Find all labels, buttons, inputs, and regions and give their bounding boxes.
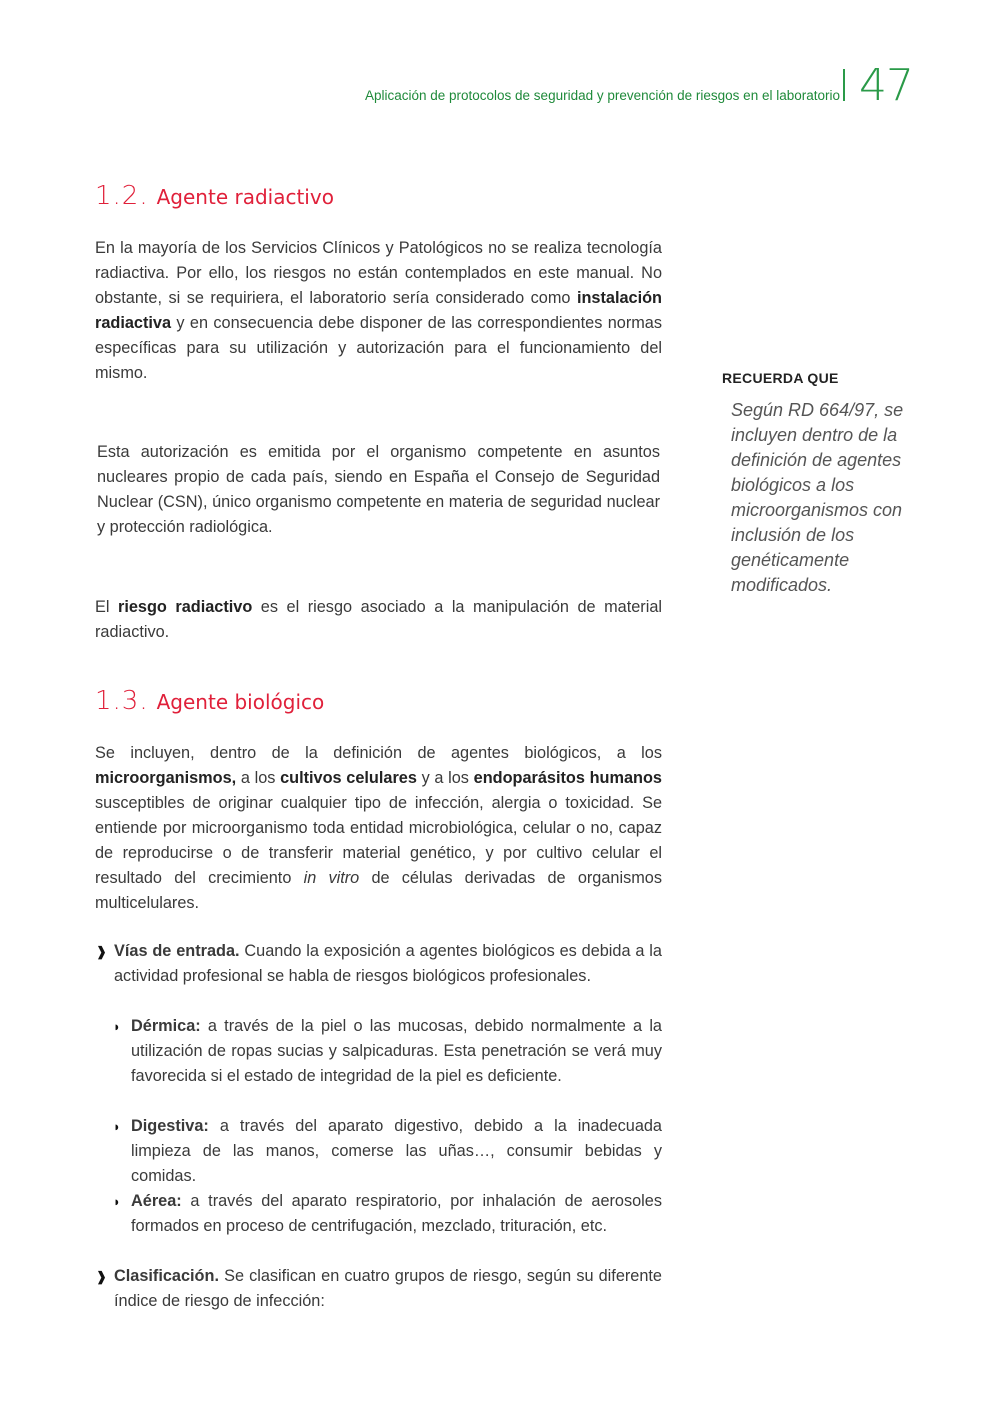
page-header (0, 60, 992, 116)
text-run: y a los (416, 769, 474, 787)
text-run: a través del aparato respiratorio, por inhalación de aerosoles formados en proceso de centrifugación, mezclado, trituración, etc. (131, 1192, 662, 1235)
text-run: y en consecuencia debe disponer de las correspondientes normas específicas para su utilización y autorización para el funcionamiento del mismo. (95, 314, 662, 382)
text-run: a través del aparato digestivo, debido a la inadecuada limpieza de las manos, comerse las uñas…, consumir bebidas y comidas. (131, 1117, 662, 1185)
text-run: Se clasifican en cuatro grupos de riesgo, según su diferente índice de riesgo de infección: (114, 1267, 662, 1310)
text-run: es el riesgo asociado a la manipulación de material radiactivo. (95, 598, 662, 641)
paragraph-radiactivo-3 (95, 595, 662, 645)
sidebar-note: Según RD 664/97, se incluyen dentro de la definición de agentes biológicos a los microorganismos con inclusión de los genéticamente modificados. (731, 400, 904, 595)
section-title: Agente biológico (156, 690, 325, 714)
italic-term: in vitro (303, 869, 360, 887)
bold-term: Clasificación. (114, 1267, 219, 1285)
list-item-vias (96, 939, 662, 989)
text-run: a los (236, 769, 281, 787)
section-number: 1.2. (95, 181, 149, 211)
paragraph-biologico-1 (95, 741, 662, 916)
section-number: 1.3. (95, 686, 149, 716)
paragraph-radiactivo-2: Esta autorización es emitida por el organismo competente en asuntos nucleares propio de cada país, siendo en España el Consejo de Seguridad Nuclear (CSN), único organismo competente en materia de seguridad nuclear y protección radiológica. (97, 443, 660, 536)
text-run: a través de la piel o las mucosas, debido normalmente a la utilización de ropas sucias y salpicaduras. Esta penetración se verá muy favorecida si el estado de integridad de la piel es deficiente. (131, 1017, 662, 1085)
bold-term: Digestiva: (131, 1117, 209, 1135)
page-number (843, 60, 913, 111)
running-title: Aplicación de protocolos de seguridad y prevención de riesgos en el laboratorio (364, 88, 840, 103)
bold-term: endoparásitos humanos (473, 769, 662, 787)
list-item-dermica (113, 1014, 662, 1089)
bold-term: Dérmica: (131, 1017, 201, 1035)
text-run: Cuando la exposición a agentes biológicos es debida a la actividad profesional se habla de riesgos biológicos profesionales. (114, 942, 662, 985)
section-title: Agente radiactivo (156, 185, 334, 209)
bullet-icon: ◗ (113, 1119, 121, 1134)
bold-term: instalación radiactiva (95, 289, 662, 332)
bold-term: microorganismos, (95, 769, 237, 787)
bold-term: cultivos celulares (280, 769, 417, 787)
page-number-divider (843, 69, 845, 101)
page-number-value: 47 (859, 60, 913, 111)
sidebar-label: RECUERDA QUE (722, 370, 839, 386)
list-item-aerea (113, 1189, 662, 1239)
bullet-icon: ❱ (96, 944, 107, 959)
text-run: En la mayoría de los Servicios Clínicos y Patológicos no se realiza tecnología radiactiva. Por ello, los riesgos no están contemplados en este manual. No obstante, si se requiriera, el laboratorio sería considerado como (95, 239, 662, 307)
list-item-clasificacion (96, 1264, 662, 1314)
text-run: El (95, 598, 118, 616)
bold-term: riesgo radiactivo (118, 598, 253, 616)
bold-term: Aérea: (131, 1192, 182, 1210)
bullet-icon: ◗ (113, 1019, 121, 1034)
paragraph-radiactivo-1 (95, 236, 662, 386)
section-heading-1-2 (95, 181, 334, 211)
text-run: de células derivadas de organismos multicelulares. (95, 869, 662, 912)
text-run: Se incluyen, dentro de la definición de agentes biológicos, a los (95, 744, 662, 762)
bullet-icon: ◗ (113, 1194, 121, 1209)
bullet-icon: ❱ (96, 1269, 107, 1284)
section-heading-1-3 (95, 686, 324, 716)
bold-term: Vías de entrada. (114, 942, 240, 960)
text-run: susceptibles de originar cualquier tipo de infección, alergia o toxicidad. Se entiende por microorganismo toda entidad microbiológica, celular o no, capaz de reproducirse o de transferir material genético, y por cultivo celular el resultado del crecimiento (95, 794, 662, 887)
list-item-digestiva (113, 1114, 662, 1189)
